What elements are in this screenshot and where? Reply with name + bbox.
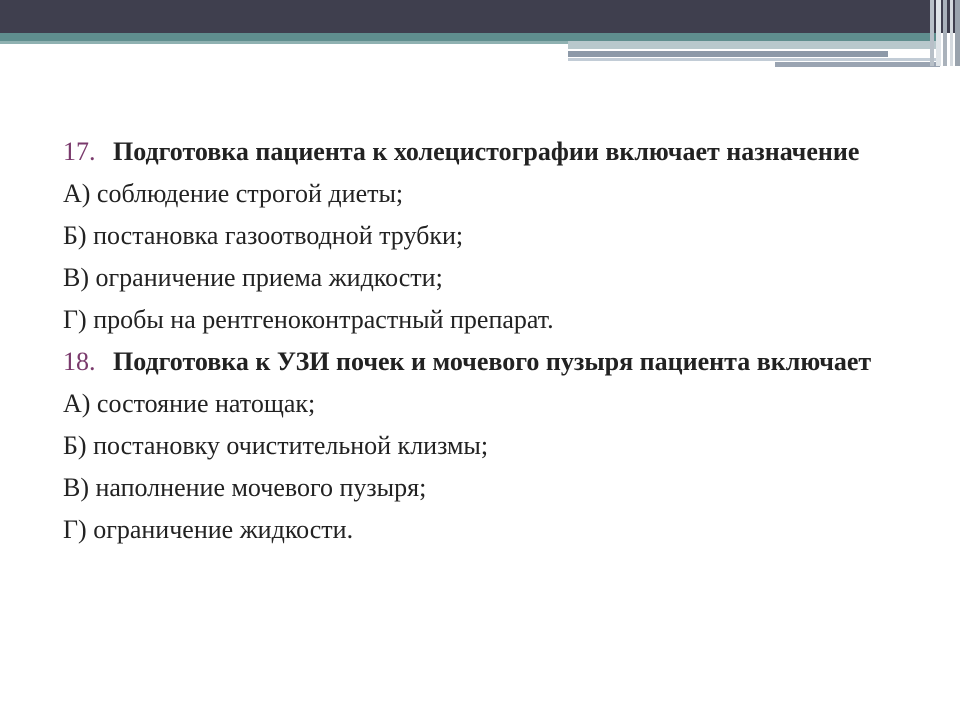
- decor-vertical-bar: [930, 0, 934, 66]
- answer-option: Б) постановку очистительной клизмы;: [63, 431, 489, 460]
- answer-option: Г) пробы на рентгеноконтрастный препарат.: [63, 305, 554, 334]
- answer-option: Г) ограничение жидкости.: [63, 515, 354, 544]
- decor-vertical-bar: [950, 0, 953, 66]
- question-number: 18.: [63, 347, 96, 376]
- accent-line: [0, 33, 940, 41]
- answer-option: В) ограничение приема жидкости;: [63, 263, 443, 292]
- answer-option: Б) постановка газоотводной трубки;: [63, 221, 464, 250]
- accent-underline: [0, 41, 568, 44]
- question-17: [63, 136, 923, 168]
- answer-option: А) состояние натощак;: [63, 389, 316, 418]
- decor-stripe: [568, 58, 940, 61]
- header-band: [0, 0, 960, 33]
- answer-option: А) соблюдение строгой диеты;: [63, 179, 404, 208]
- question-18: [63, 346, 923, 378]
- slide-content: [63, 136, 923, 556]
- question-number: 17.: [63, 137, 96, 166]
- decor-vertical-bar: [936, 0, 941, 66]
- decor-stripe: [568, 51, 888, 57]
- answer-option: В) наполнение мочевого пузыря;: [63, 473, 427, 502]
- decor-stripe: [775, 62, 940, 67]
- question-text: Подготовка к УЗИ почек и мочевого пузыря пациента включает: [113, 347, 872, 376]
- decor-vertical-bar: [943, 0, 947, 66]
- decor-vertical-bar: [955, 0, 960, 66]
- decor-band: [568, 41, 940, 49]
- question-text: Подготовка пациента к холецистографии включает назначение: [113, 137, 860, 166]
